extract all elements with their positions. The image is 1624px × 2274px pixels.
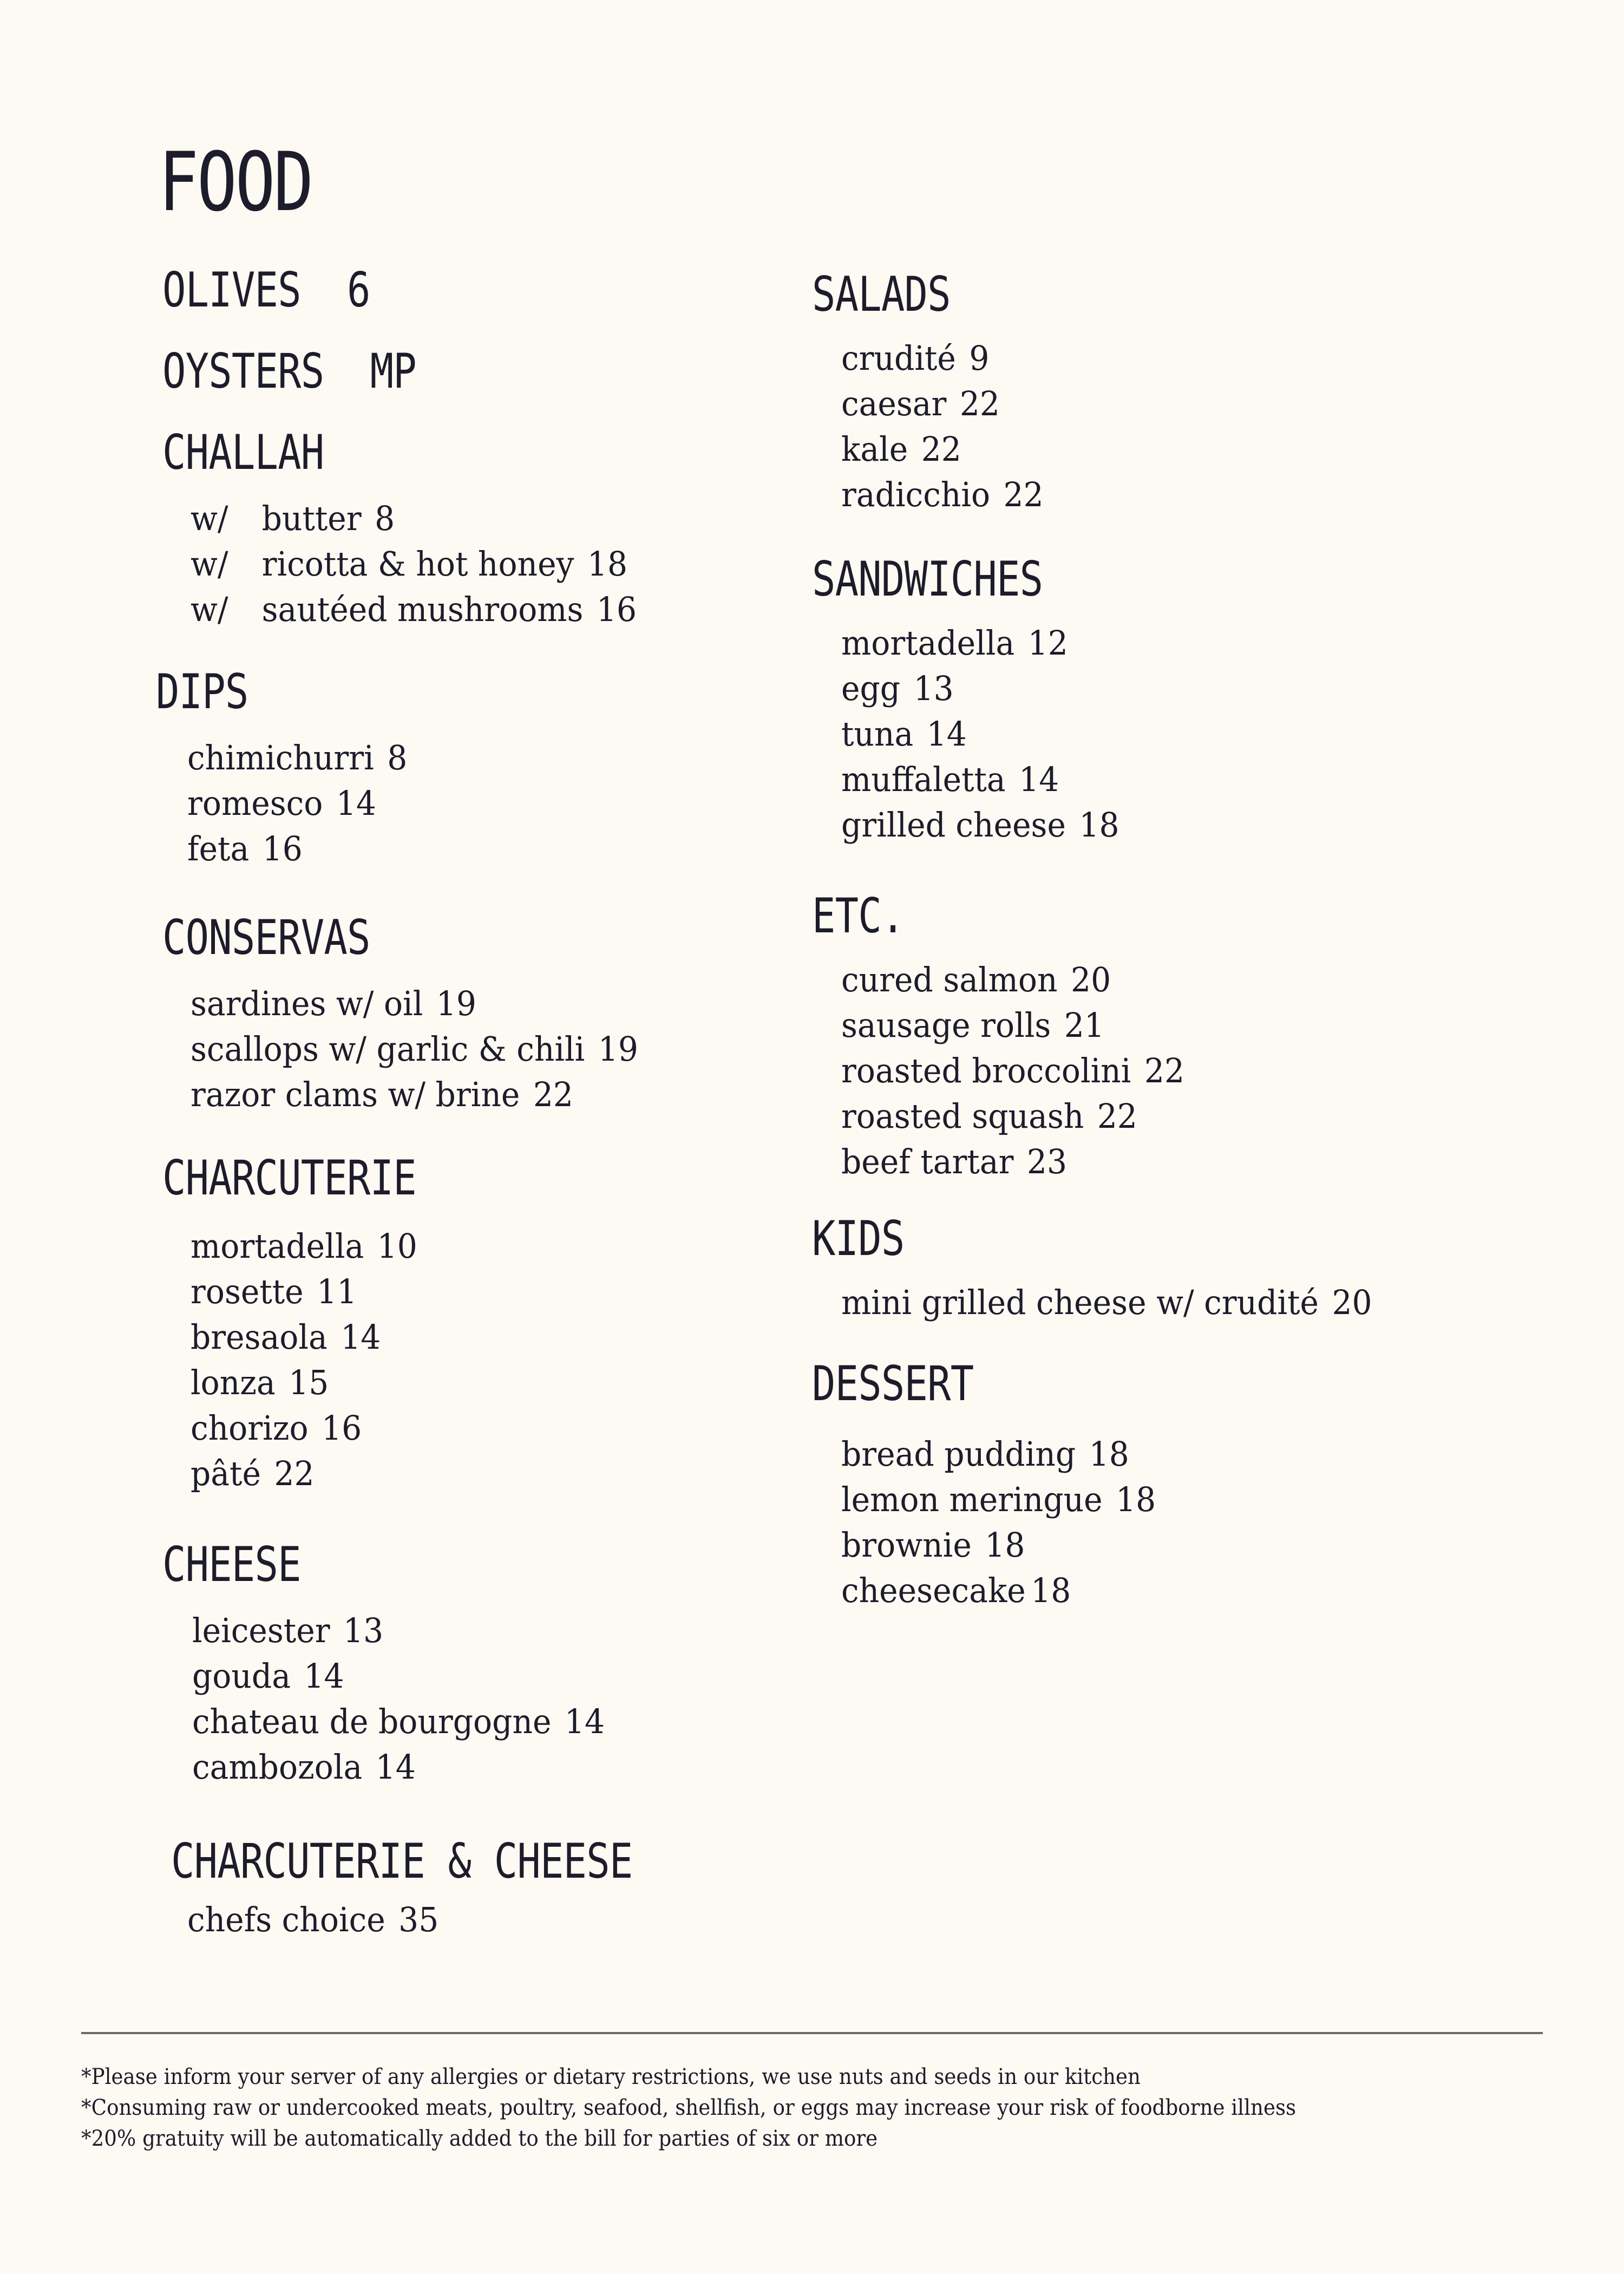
item-name: chimichurri bbox=[187, 738, 374, 777]
item-name: sautéed mushrooms bbox=[261, 590, 584, 629]
menu-item bbox=[191, 1072, 749, 1118]
menu-item bbox=[841, 666, 1526, 711]
item-price: 14 bbox=[926, 714, 967, 754]
item-name: crudité bbox=[841, 338, 956, 378]
item-price: 19 bbox=[598, 1029, 638, 1069]
item-price: 12 bbox=[1027, 623, 1068, 663]
menu-item bbox=[841, 1568, 1526, 1613]
item-price: 14 bbox=[304, 1656, 344, 1696]
item-price: 18 bbox=[587, 544, 628, 584]
olives-heading bbox=[162, 262, 673, 318]
item-name: bresaola bbox=[191, 1317, 328, 1357]
challah-heading: CHALLAH bbox=[162, 424, 324, 480]
charcuterie-cheese-list bbox=[187, 1897, 785, 1943]
item-name: scallops w/ garlic & chili bbox=[191, 1029, 585, 1069]
item-name: bread pudding bbox=[841, 1434, 1076, 1474]
item-name: tuna bbox=[841, 714, 914, 754]
menu-item bbox=[841, 1522, 1526, 1568]
menu-item bbox=[841, 1003, 1526, 1048]
oysters-heading bbox=[162, 343, 673, 399]
challah-list bbox=[191, 496, 785, 632]
item-name: gouda bbox=[192, 1656, 291, 1696]
item-name: lonza bbox=[191, 1363, 276, 1402]
item-price: 18 bbox=[1079, 805, 1119, 845]
footer-divider bbox=[81, 2032, 1543, 2034]
item-price: 18 bbox=[1089, 1434, 1129, 1474]
item-prefix: w/ bbox=[191, 499, 228, 538]
item-name: ricotta & hot honey bbox=[261, 544, 574, 584]
item-name: cambozola bbox=[192, 1747, 363, 1787]
item-price: 9 bbox=[969, 338, 990, 378]
menu-item bbox=[841, 1048, 1526, 1094]
menu-item bbox=[191, 1315, 749, 1360]
item-price: 13 bbox=[913, 669, 954, 708]
item-price: 21 bbox=[1064, 1005, 1104, 1045]
item-price: 8 bbox=[375, 499, 395, 538]
item-name: grilled cheese bbox=[841, 805, 1066, 845]
item-price: 22 bbox=[274, 1454, 315, 1493]
menu-item bbox=[191, 587, 749, 632]
item-price: 16 bbox=[262, 829, 303, 868]
salads-list bbox=[841, 336, 1570, 518]
item-name: beef tartar bbox=[841, 1142, 1014, 1181]
item-price: 16 bbox=[596, 590, 637, 629]
oysters-price: MP bbox=[370, 343, 416, 399]
item-price: 13 bbox=[343, 1611, 384, 1650]
item-name: butter bbox=[261, 499, 362, 538]
item-name: mortadella bbox=[841, 623, 1015, 663]
raw-food-warning: *Consuming raw or undercooked meats, poultry, seafood, shellfish, or eggs may increase your risk of foodborne illness bbox=[81, 2095, 1296, 2120]
dips-heading: DIPS bbox=[156, 664, 248, 720]
item-name: chorizo bbox=[191, 1408, 309, 1448]
menu-item bbox=[192, 1744, 749, 1790]
item-name: caesar bbox=[841, 384, 947, 423]
item-price: 35 bbox=[398, 1900, 439, 1939]
menu-item bbox=[191, 541, 749, 587]
charcuterie-heading: CHARCUTERIE bbox=[162, 1150, 416, 1206]
menu-item bbox=[841, 1432, 1526, 1477]
item-name: leicester bbox=[192, 1611, 330, 1650]
item-price: 18 bbox=[1116, 1480, 1156, 1519]
item-name: kale bbox=[841, 429, 908, 469]
item-name: radicchio bbox=[841, 475, 991, 514]
menu-item bbox=[191, 1027, 749, 1072]
item-price: 15 bbox=[289, 1363, 329, 1402]
menu-item bbox=[191, 1224, 749, 1269]
dessert-heading: DESSERT bbox=[812, 1356, 974, 1412]
item-name: mortadella bbox=[191, 1226, 364, 1266]
charcuterie-list bbox=[191, 1224, 785, 1497]
item-name: lemon meringue bbox=[841, 1480, 1103, 1519]
item-price: 10 bbox=[377, 1226, 417, 1266]
item-price: 14 bbox=[564, 1702, 605, 1741]
item-price: 23 bbox=[1026, 1142, 1068, 1181]
gratuity-note: *20% gratuity will be automatically added to the bill for parties of six or more bbox=[81, 2126, 878, 2151]
item-name: egg bbox=[841, 669, 901, 708]
conservas-heading: CONSERVAS bbox=[162, 910, 370, 965]
item-price: 22 bbox=[1097, 1096, 1137, 1136]
menu-item bbox=[841, 957, 1526, 1003]
item-price: 18 bbox=[1031, 1571, 1071, 1610]
item-name: muffaletta bbox=[841, 760, 1006, 799]
item-name: mini grilled cheese w/ crudité bbox=[841, 1283, 1319, 1322]
item-price: 19 bbox=[436, 984, 476, 1023]
sandwiches-list bbox=[841, 620, 1570, 848]
item-name: cured salmon bbox=[841, 960, 1058, 999]
menu-item bbox=[841, 802, 1526, 848]
salads-heading: SALADS bbox=[812, 266, 951, 322]
menu-item bbox=[192, 1699, 749, 1744]
item-price: 22 bbox=[1003, 475, 1044, 514]
item-price: 22 bbox=[921, 429, 961, 469]
menu-item bbox=[191, 981, 749, 1027]
item-name: rosette bbox=[191, 1272, 304, 1311]
menu-item bbox=[191, 1360, 749, 1406]
item-price: 14 bbox=[375, 1747, 416, 1787]
item-prefix: w/ bbox=[191, 544, 228, 584]
item-name: sardines w/ oil bbox=[191, 984, 423, 1023]
sandwiches-heading: SANDWICHES bbox=[812, 551, 1043, 607]
menu-item bbox=[841, 427, 1526, 472]
etc-heading: ETC. bbox=[812, 888, 905, 944]
item-name: roasted squash bbox=[841, 1096, 1084, 1136]
etc-list bbox=[841, 957, 1570, 1185]
menu-item bbox=[841, 711, 1526, 757]
menu-item bbox=[841, 472, 1526, 518]
menu-item bbox=[192, 1608, 749, 1654]
menu-item bbox=[841, 1094, 1526, 1139]
footer-notes bbox=[81, 2062, 1592, 2154]
menu-item bbox=[841, 620, 1526, 666]
item-price: 20 bbox=[1070, 960, 1111, 999]
item-price: 22 bbox=[1144, 1051, 1185, 1090]
menu-item bbox=[191, 1269, 749, 1315]
item-price: 14 bbox=[340, 1317, 381, 1357]
conservas-list bbox=[191, 981, 785, 1118]
oysters-label: OYSTERS bbox=[162, 343, 324, 399]
item-name: chateau de bourgogne bbox=[192, 1702, 552, 1741]
dips-list bbox=[187, 735, 785, 872]
item-name: razor clams w/ brine bbox=[191, 1075, 520, 1114]
item-price: 14 bbox=[1019, 760, 1059, 799]
item-price: 11 bbox=[317, 1272, 357, 1311]
item-prefix: w/ bbox=[191, 590, 228, 629]
item-name: sausage rolls bbox=[841, 1005, 1051, 1045]
charcuterie-cheese-heading: CHARCUTERIE & CHEESE bbox=[171, 1833, 633, 1889]
olives-price: 6 bbox=[347, 262, 370, 318]
item-price: 20 bbox=[1332, 1283, 1372, 1322]
item-price: 18 bbox=[985, 1525, 1025, 1565]
menu-item bbox=[841, 336, 1526, 381]
item-name: chefs choice bbox=[187, 1900, 385, 1939]
menu-item bbox=[841, 1280, 1526, 1325]
page-title: FOOD bbox=[159, 135, 312, 230]
menu-item bbox=[191, 1406, 749, 1451]
menu-item bbox=[841, 757, 1526, 802]
menu-item bbox=[187, 826, 749, 872]
allergy-note: *Please inform your server of any allergies or dietary restrictions, we use nuts and seeds in our kitchen bbox=[81, 2064, 1141, 2089]
kids-list bbox=[841, 1280, 1570, 1325]
dessert-list bbox=[841, 1432, 1570, 1613]
item-price: 8 bbox=[387, 738, 408, 777]
cheese-list bbox=[192, 1608, 785, 1790]
menu-item bbox=[841, 1477, 1526, 1522]
right-column bbox=[812, 266, 1570, 1613]
menu-item bbox=[187, 735, 749, 781]
item-name: brownie bbox=[841, 1525, 972, 1565]
item-name: pâté bbox=[191, 1454, 261, 1493]
menu-item bbox=[187, 1897, 749, 1943]
menu-item bbox=[191, 1451, 749, 1497]
item-name: feta bbox=[187, 829, 250, 868]
item-price: 22 bbox=[959, 384, 1000, 423]
menu-item bbox=[191, 496, 749, 541]
menu-item bbox=[187, 781, 749, 826]
menu-item bbox=[841, 1139, 1526, 1185]
item-name: roasted broccolini bbox=[841, 1051, 1131, 1090]
menu-item bbox=[841, 381, 1526, 427]
left-column bbox=[156, 262, 785, 1943]
item-price: 16 bbox=[322, 1408, 362, 1448]
cheese-heading: CHEESE bbox=[162, 1537, 301, 1592]
item-name: romesco bbox=[187, 783, 323, 823]
item-name: cheesecake bbox=[841, 1571, 1026, 1610]
item-price: 14 bbox=[336, 783, 376, 823]
kids-heading: KIDS bbox=[812, 1211, 905, 1266]
olives-label: OLIVES bbox=[162, 262, 301, 318]
item-price: 22 bbox=[533, 1075, 573, 1114]
menu-item bbox=[192, 1654, 749, 1699]
